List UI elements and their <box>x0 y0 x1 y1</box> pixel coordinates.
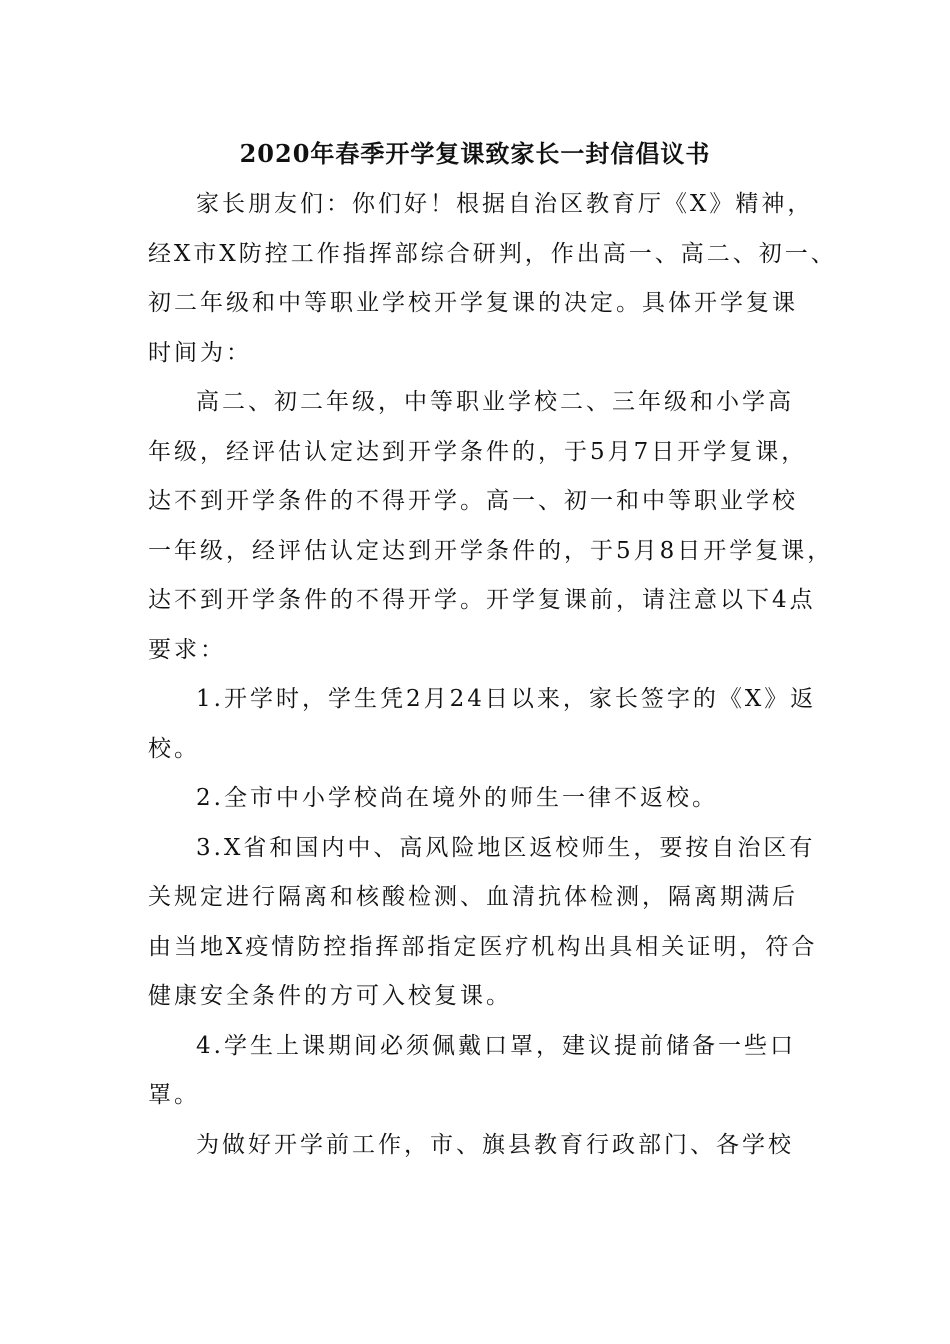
text-line: 一年级，经评估认定达到开学条件的，于5月8日开学复课， <box>148 537 834 564</box>
text-line: 健康安全条件的方可入校复课。 <box>148 983 512 1009</box>
text-line: 3.X省和国内中、高风险地区返校师生，要按自治区有 <box>196 834 816 861</box>
text-line: 达不到开学条件的不得开学。高一、初一和中等职业学校 <box>148 488 798 514</box>
document-title: 2020年春季开学复课致家长一封信倡议书 <box>239 139 711 168</box>
paragraph-requirement-2 <box>148 774 808 824</box>
text-line: 家长朋友们：你们好！根据自治区教育厅《X》精神， <box>196 191 814 217</box>
document-body <box>148 180 837 1170</box>
paragraph-schedule <box>148 378 834 675</box>
text-line: 时间为： <box>148 339 252 366</box>
paragraph-requirement-1 <box>148 675 817 774</box>
text-line: 为做好开学前工作，市、旗县教育行政部门、各学校 <box>196 1131 794 1158</box>
text-line: 4.学生上课期间必须佩戴口罩，建议提前储备一些口 <box>196 1032 796 1059</box>
text-line: 经X市X防控工作指挥部综合研判，作出高一、高二、初一、 <box>148 240 837 267</box>
text-line: 罩。 <box>148 1082 200 1108</box>
text-line: 校。 <box>148 735 200 762</box>
paragraph-requirement-4 <box>148 1022 808 1121</box>
text-line: 2.全市中小学校尚在境外的师生一律不返校。 <box>196 785 718 811</box>
paragraph-closing <box>148 1121 808 1171</box>
text-line: 达不到开学条件的不得开学。开学复课前，请注意以下4点 <box>148 587 816 613</box>
text-line: 高二、初二年级，中等职业学校二、三年级和小学高 <box>196 389 794 415</box>
paragraph-intro <box>148 180 837 378</box>
text-line: 关规定进行隔离和核酸检测、血清抗体检测，隔离期满后 <box>148 884 798 910</box>
text-line: 1.开学时，学生凭2月24日以来，家长签字的《X》返 <box>196 686 817 712</box>
text-line: 年级，经评估认定达到开学条件的，于5月7日开学复课， <box>148 438 808 465</box>
paragraph-requirement-3 <box>148 824 818 1022</box>
text-line: 要求： <box>148 636 226 663</box>
text-line: 初二年级和中等职业学校开学复课的决定。具体开学复课 <box>148 290 798 316</box>
text-line: 由当地X疫情防控指挥部指定医疗机构出具相关证明，符合 <box>148 933 818 960</box>
